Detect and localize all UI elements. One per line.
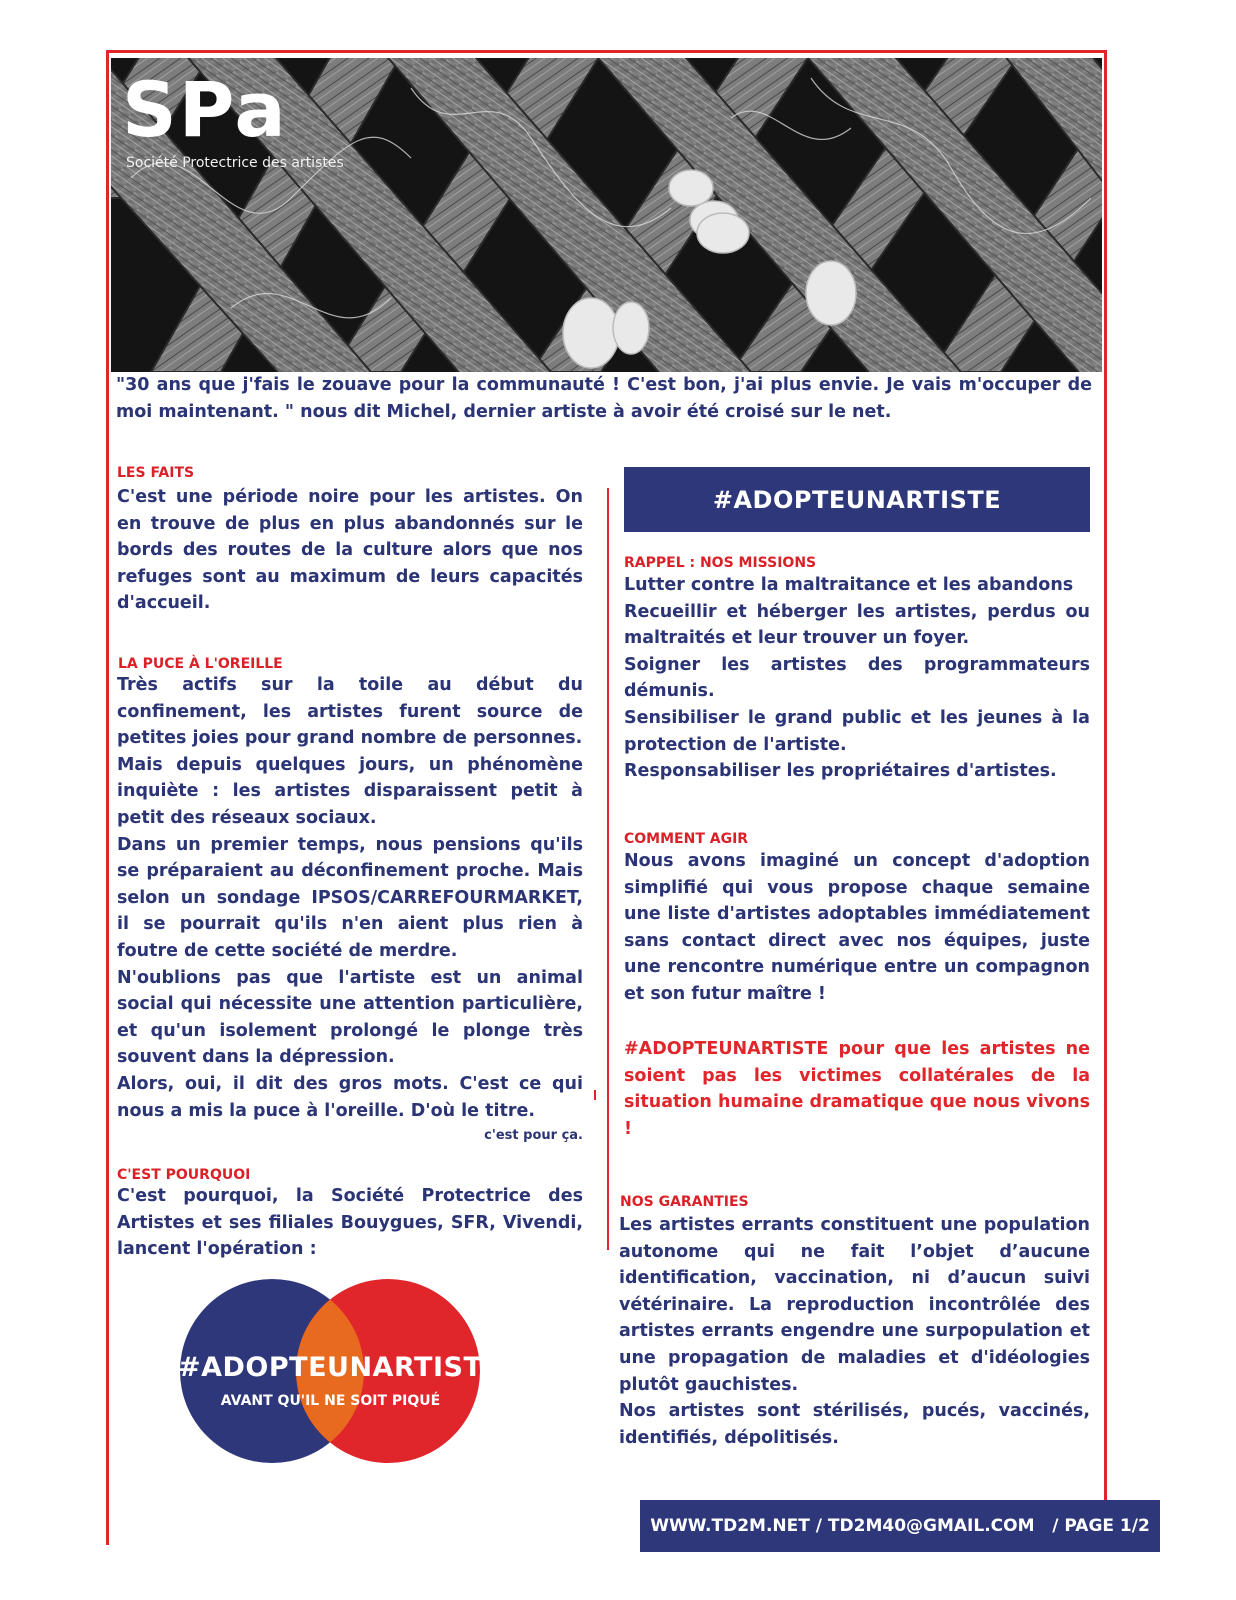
list-item: Soigner les artistes des programmateurs démunis.: [624, 654, 1090, 702]
signature: c'est pour ça.: [484, 1128, 583, 1144]
adopte-logo: [178, 1277, 502, 1467]
missions-list: [624, 572, 1090, 785]
frame-top-border: [106, 50, 1107, 53]
section-title-pourquoi: C'EST POURQUOI: [117, 1167, 251, 1183]
logo-main-text: #ADOPTEUNARTISTE: [178, 1352, 502, 1383]
frame-left-border: [106, 50, 109, 1545]
paragraph: Mais depuis quelques jours, un phénomène inquiète : les artistes disparaissent petit à petit des réseaux sociaux.: [117, 754, 583, 828]
section-text-puce: [117, 672, 583, 1148]
adopte-banner: #ADOPTEUNARTISTE: [624, 467, 1090, 532]
paragraph: N'oublions pas que l'artiste est un animal social qui nécessite une attention particulière, et qu'un isolement prolongé le plonge très souvent dans la dépression.: [117, 967, 583, 1068]
section-text-agir: Nous avons imaginé un concept d'adoption simplifié qui vous propose chaque semaine une liste d'artistes adoptables immédiatement sans contact direct avec nos équipes, juste une rencontre numérique entre un compagnon et son futur maître !: [624, 851, 1090, 1004]
paragraph: Nos artistes sont stérilisés, pucés, vaccinés, identifiés, dépolitisés.: [619, 1401, 1090, 1448]
paragraph: Dans un premier temps, nous pensions qu'ils se préparaient au déconfinement proche. Mais selon un sondage IPSOS/CARREFOURMARKET, il se pourrait qu'ils n'en aient plus rien à foutre de cette société de merdre.: [117, 834, 583, 961]
section-title-puce: LA PUCE À L'OREILLE: [118, 656, 283, 672]
paragraph: Alors, oui, il dit des gros mots. C'est ce qui nous a mis la puce à l'oreille. D'où le titre.: [117, 1073, 583, 1121]
column-divider-tick: [594, 1090, 596, 1100]
list-item: Sensibiliser le grand public et les jeunes à la protection de l'artiste.: [624, 707, 1090, 755]
footer-contact-bar: WWW.TD2M.NET / TD2M40@GMAIL.COM / PAGE 1/2: [640, 1500, 1160, 1552]
logo-sub-text: AVANT QU'IL NE SOIT PIQUÉ: [220, 1393, 441, 1409]
brand-subtitle: Société Protectrice des artistes: [126, 155, 344, 171]
brand-logo-text: SPa: [122, 65, 288, 154]
paragraph: Très actifs sur la toile au début du confinement, les artistes furent source de petites joies pour grand nombre de personnes.: [117, 675, 583, 749]
section-text-pourquoi: C'est pourquoi, la Société Protectrice des Artistes et ses filiales Bouygues, SFR, Vivendi, lancent l'opération :: [117, 1186, 583, 1260]
section-title-faits: LES FAITS: [117, 465, 195, 481]
paragraph: Les artistes errants constituent une population autonome qui ne fait l’objet d’aucune identification, vaccination, ni d’aucun suivi vétérinaire. La reproduction incontrôlée des artistes errants engendre une surpopulation et une propagation de maladies et d'idéologies plutôt gauchistes.: [619, 1215, 1090, 1395]
section-title-agir: COMMENT AGIR: [624, 831, 749, 847]
section-highlight-agir: #ADOPTEUNARTISTE pour que les artistes ne soient pas les victimes collatérales de la situation humaine dramatique que nous vivons !: [624, 1039, 1090, 1139]
section-text-faits: C'est une période noire pour les artistes. On en trouve de plus en plus abandonnés sur le bords des routes de la culture alors que nos refuges sont au maximum de leurs capacités d'accueil.: [117, 487, 583, 614]
section-title-garanties: NOS GARANTIES: [620, 1194, 749, 1210]
section-text-garanties: [619, 1212, 1090, 1451]
column-divider: [607, 488, 609, 1250]
list-item: Lutter contre la maltraitance et les abandons: [624, 575, 1074, 595]
frame-right-border: [1104, 50, 1107, 1520]
list-item: Recueillir et héberger les artistes, perdus ou maltraités et leur trouver un foyer.: [624, 601, 1090, 649]
section-title-missions: RAPPEL : NOS MISSIONS: [624, 555, 817, 571]
list-item: Responsabiliser les propriétaires d'artistes.: [624, 761, 1057, 782]
intro-quote: "30 ans que j'fais le zouave pour la communauté ! C'est bon, j'ai plus envie. Je vais m'occuper de moi maintenant. " nous dit Michel, dernier artiste à avoir été croisé sur le net.: [116, 375, 1092, 422]
